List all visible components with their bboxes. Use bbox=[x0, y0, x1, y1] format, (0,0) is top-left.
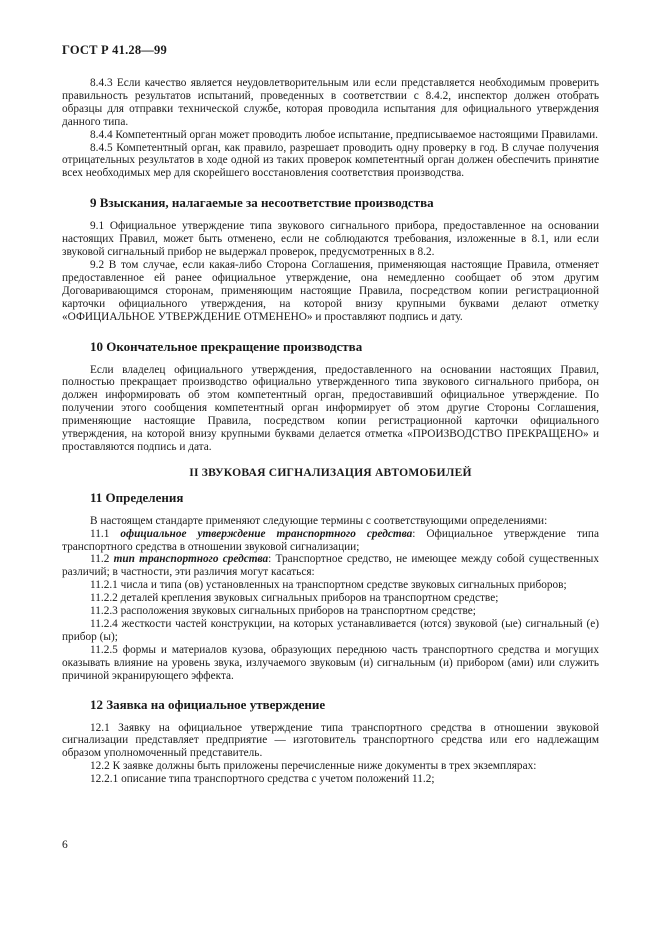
paragraph-8-4-5: 8.4.5 Компетентный орган, как правило, разрешает проводить одну проверку в год. В случае получения отрицательных результатов в ходе одной из таких проверок компетентный орган должен обеспечить принятие всех необходимых мер для скорейшего восстановления соответствия производства. bbox=[62, 141, 599, 180]
term-number: 11.2 bbox=[90, 553, 110, 566]
paragraph-12-2-1: 12.2.1 описание типа транспортного средства с учетом положений 11.2; bbox=[90, 773, 435, 786]
paragraph-9-2: 9.2 В том случае, если какая-либо Сторона Соглашения, применяющая настоящие Правила, отменяет предоставленное ей ранее официальное утверждение, она немедленно сообщает об этом другим Договаривающимся сторонам, применяющим настоящие Правила, посредством копии регистрационной карточки официального утверждения, на которой внизу крупными буквами делают отметку «ОФИЦИАЛЬНОЕ УТВЕРЖДЕНИЕ ОТМЕНЕНО» и проставляют подпись и дату. bbox=[62, 258, 599, 323]
term-vehicle-approval: официальное утверждение транспортного средства bbox=[120, 527, 413, 540]
paragraph-12-1: 12.1 Заявку на официальное утверждение типа транспортного средства в отношении звуковой сигнализации представляет предприятие — изготовитель транспортного средства или его надлежащим образом уполномоченный представитель. bbox=[62, 721, 599, 760]
term-definition: : Официальное утверждение типа транспортного средства в отношении звуковой сигнализации; bbox=[62, 527, 599, 553]
paragraph-11-2-5: 11.2.5 формы и материалов кузова, образующих переднюю часть транспортного средства и могущих оказывать влияние на уровень звука, излучаемого звуковым (и) сигнальным (и) прибором (ами) или служить причиной экранирующего эффекта. bbox=[62, 643, 599, 682]
paragraph-11-1 bbox=[62, 528, 599, 554]
part-2-heading: II ЗВУКОВАЯ СИГНАЛИЗАЦИЯ АВТОМОБИЛЕЙ bbox=[189, 465, 472, 479]
document-header: ГОСТ Р 41.28—99 bbox=[62, 43, 167, 57]
paragraph-11-2-2: 11.2.2 деталей крепления звуковых сигнальных приборов на транспортном средстве; bbox=[90, 592, 499, 605]
paragraph-11-2-4: 11.2.4 жесткости частей конструкции, на которых устанавливается (ются) звуковой (ые) сигнальный (е) прибор (ы); bbox=[62, 618, 599, 643]
section-9-heading: 9 Взыскания, налагаемые за несоответствие производства bbox=[90, 195, 434, 211]
document-body bbox=[62, 77, 599, 786]
paragraph-12-2: 12.2 К заявке должны быть приложены перечисленные ниже документы в трех экземплярах: bbox=[90, 760, 537, 773]
page-number: 6 bbox=[62, 839, 68, 851]
term-vehicle-type: тип транспортного средства bbox=[113, 553, 269, 566]
paragraph-11-2 bbox=[62, 553, 599, 579]
paragraph-8-4-3: 8.4.3 Если качество является неудовлетворительным или если представляется необходимым проверить правильность результатов испытаний, проведенных в соответствии с 8.4.2, инспектор должен отобрать образцы для отправки технической службе, которая проводила испытания для официального утверждения данного типа. bbox=[62, 77, 599, 128]
paragraph-9-1: 9.1 Официальное утверждение типа звукового сигнального прибора, предоставленное на основании настоящих Правил, может быть отменено, если не соблюдаются требования, изложенные в 8.1, или если звуковой сигнальный прибор не выдержал проверок, предусмотренных в 8.2. bbox=[62, 220, 599, 259]
section-11-heading: 11 Определения bbox=[90, 489, 184, 505]
section-10-heading: 10 Окончательное прекращение производства bbox=[90, 338, 363, 354]
section-12-heading: 12 Заявка на официальное утверждение bbox=[90, 696, 326, 712]
paragraph-8-4-4: 8.4.4 Компетентный орган может проводить любое испытание, предписываемое настоящими Правилами. bbox=[90, 128, 598, 141]
term-definition: : Транспортное средство, не имеющее между собой существенных различий; в частности, эти различия могут касаться: bbox=[62, 553, 599, 579]
paragraph-11-2-1: 11.2.1 числа и типа (ов) установленных на транспортном средстве звуковых сигнальных приборов; bbox=[90, 579, 567, 592]
paragraph-10: Если владелец официального утверждения, предоставленного на основании настоящих Правил, полностью прекращает производство официально утвержденного типа звукового сигнального прибора, он должен информировать об этом компетентный орган, предоставивший официальное утверждение. По получении этого сообщения компетентный орган информирует об этом другие Стороны Соглашения, применяющие настоящие Правила, посредством копии регистрационной карточки официального утверждения, на которой внизу крупными буквами делается отметка «ПРОИЗВОДСТВО ПРЕКРАЩЕНО» и проставляются подпись и дата. bbox=[62, 363, 599, 453]
paragraph-11-2-3: 11.2.3 расположения звуковых сигнальных приборов на транспортном средстве; bbox=[90, 605, 476, 618]
paragraph-11-intro: В настоящем стандарте применяют следующие термины с соответствующими определениями: bbox=[90, 514, 548, 527]
term-number: 11.1 bbox=[90, 527, 110, 540]
